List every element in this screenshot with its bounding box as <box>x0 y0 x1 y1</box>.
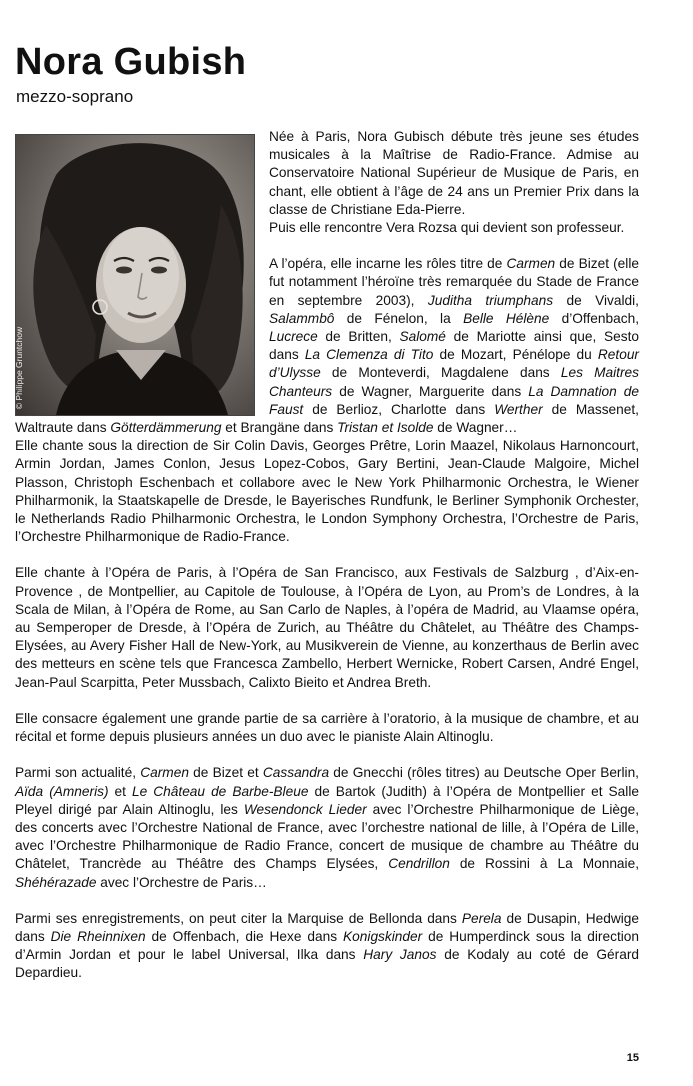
bio-paragraph-6 <box>15 910 639 983</box>
work-title: Perela <box>461 910 502 926</box>
text-run: de Berlioz, Charlotte dans <box>303 401 495 417</box>
text-run: avec l’Orchestre de Paris… <box>96 874 267 890</box>
bio-paragraph-3: Elle chante à l’Opéra de Paris, à l’Opéra de San Francisco, aux Festivals de Salzburg , d’Aix-en-Provence , de Montpellier, au Capitole de Toulouse, à l’Opéra de Lyon, au Prom’s de Londres, à la Scala de Milan, à l’Opéra de Rome, au San Carlo de Naples, à l’opéra de Madrid, au Vlaamse opéra, au Semperoper de Dresde, à l’Opéra de Zurich, au Théâtre du Châtelet, au Théâtre des Champs-Elysées, au Avery Fisher Hall de New-York, au Musikverein de Vienne, au konzerthaus de Berlin avec des metteurs en scène tels que Francesca Zambello, Herbert Wernicke, Robert Carsen, André Engel, Jean-Paul Scarpitta, Peter Mussbach, Calixto Bieito et Andrea Breth. <box>15 565 639 690</box>
work-title: Cendrillon <box>388 856 450 872</box>
work-title: Salammbô <box>269 310 335 326</box>
text-run: de Wagner, Marguerite dans <box>332 383 529 399</box>
text-run: de Bizet (elle fut notamment l’héroïne très remarquée du Stade de France en septembre 2003), <box>269 256 639 308</box>
work-title: Tristan et Isolde <box>337 420 434 436</box>
text-run: et Brangäne dans <box>221 420 338 436</box>
work-title: Carmen <box>506 256 556 272</box>
text-run: avec l’Orchestre Philharmonique de Liège, des concerts avec l’Orchestre National de France, avec l’orchestre national de lille, à l’Opéra de Lille, avec l’Orchestre Philharmonique de Radio France, concert de musique de chambre au Théâtre du Châtelet, Trancrède au Théâtre des Champs Elysées, <box>15 801 639 872</box>
work-title: Hary Janos <box>363 947 437 963</box>
work-title: Les Maitres Chanteurs <box>269 365 639 399</box>
text-run: d’Offenbach, <box>549 310 640 326</box>
text-run: de Fénelon, la <box>334 310 464 326</box>
text-run: de Gnecchi (rôles titres) au Deutsche Oper Berlin, <box>329 765 639 781</box>
text-run: de Britten, <box>317 329 400 345</box>
work-title: Shéhérazade <box>15 874 97 890</box>
work-title: La Damnation de Faust <box>269 383 640 417</box>
work-title: Juditha triumphans <box>427 292 554 308</box>
bio-paragraph-4: Elle consacre également une grande partie de sa carrière à l’oratorio, à la musique de chambre, et au récital et forme depuis plusieurs années un duo avec le pianiste Alain Altinoglu. <box>15 710 639 745</box>
bio-paragraph-1: Née à Paris, Nora Gubisch débute très jeune ses études musicales à la Maîtrise de Radio-France. Admise au Conservatoire National Supérieur de Musique de Paris, en chant, elle obtient à l’âge de 24 ans un Premier Prix dans la classe de Christiane Eda-Pierre. <box>269 129 639 217</box>
text-run: de Massenet, Waltraute dans <box>15 401 639 436</box>
text-run: de Kodaly au coté de Gérard Depardieu. <box>15 947 639 981</box>
text-run: A l’opéra, elle incarne les rôles titre de <box>269 256 507 272</box>
text-run: de Offenbach, die Hexe dans <box>145 928 344 944</box>
work-title: Le Château de Barbe-Bleue <box>132 783 309 799</box>
text-run: de Mariotte ainsi que, Sesto dans <box>269 329 639 363</box>
text-run: et <box>108 783 133 799</box>
voice-type-subtitle: mezzo-soprano <box>16 87 134 106</box>
page-title: Nora Gubish <box>15 41 247 83</box>
work-title: Carmen <box>140 765 189 781</box>
text-run: de Bartok (Judith) à l’Opéra de Montpellier et Salle Pleyel dirigé par Alain Altinoglu, les <box>15 783 639 817</box>
text-run: Parmi son actualité, <box>15 765 141 781</box>
text-run: de Humperdinck sous la direction d’Armin Jordan et pour le label Universal, Ilka dans <box>15 928 640 963</box>
work-title: Cassandra <box>262 765 330 781</box>
text-run: Parmi ses enregistrements, on peut citer la Marquise de Bellonda dans <box>15 910 462 926</box>
bio-paragraph-5 <box>15 764 639 891</box>
work-title: Lucrece <box>269 329 318 345</box>
work-title: Konigskinder <box>343 928 423 944</box>
work-title: Aïda (Amneris) <box>15 783 109 799</box>
text-run: de Rossini à La Monnaie, <box>449 856 639 872</box>
photo-credit: © Philippe Gruntchow <box>13 326 24 409</box>
work-title: La Clemenza di Tito <box>304 347 434 363</box>
work-title: Die Rheinnixen <box>50 928 146 944</box>
portrait-illustration <box>16 135 254 415</box>
work-title: Götterdämmerung <box>110 420 222 436</box>
bio-paragraph-2b: Elle chante sous la direction de Sir Colin Davis, Georges Prêtre, Lorin Maazel, Nikolaus Harnoncourt, Armin Jordan, James Conlon, Jesus Lopez-Cobos, Gary Bertini, Jean-Claude Malgoire, Michel Plasson, Christoph Eschenbach et collabore avec le New York Philharmonic Orchestra, le Wiener Philharmonik, la Staatskapelle de Dresde, le Bayerisches Rundfunk, le Berliner Symphonik Orchester, le Netherlands Radio Philharmonic Orchestra, le London Symphony Orchestra, l’Orchestre de Paris, l’Orchestre Philharmonique de Radio-France. <box>15 438 639 545</box>
text-run: de Vivaldi, <box>553 292 639 308</box>
page-number: 15 <box>626 1052 639 1064</box>
work-title: Retour d’Ulysse <box>269 347 639 381</box>
work-title: Werther <box>494 401 543 417</box>
biography-text <box>15 128 639 1001</box>
work-title: Salomé <box>399 329 446 345</box>
text-run: de Bizet et <box>188 765 263 781</box>
work-title: Wesendonck Lieder <box>243 801 367 817</box>
text-run: de Monteverdi, Magdalene dans <box>320 365 561 381</box>
portrait-photo <box>15 134 255 416</box>
text-run: de Dusapin, Hedwige dans <box>15 910 639 944</box>
bio-paragraph-1b: Puis elle rencontre Vera Rozsa qui devient son professeur. <box>269 220 625 236</box>
work-title: Belle Hélène <box>463 310 550 326</box>
text-run: de Wagner… <box>433 420 518 436</box>
text-run: de Mozart, Pénélope du <box>433 347 598 363</box>
